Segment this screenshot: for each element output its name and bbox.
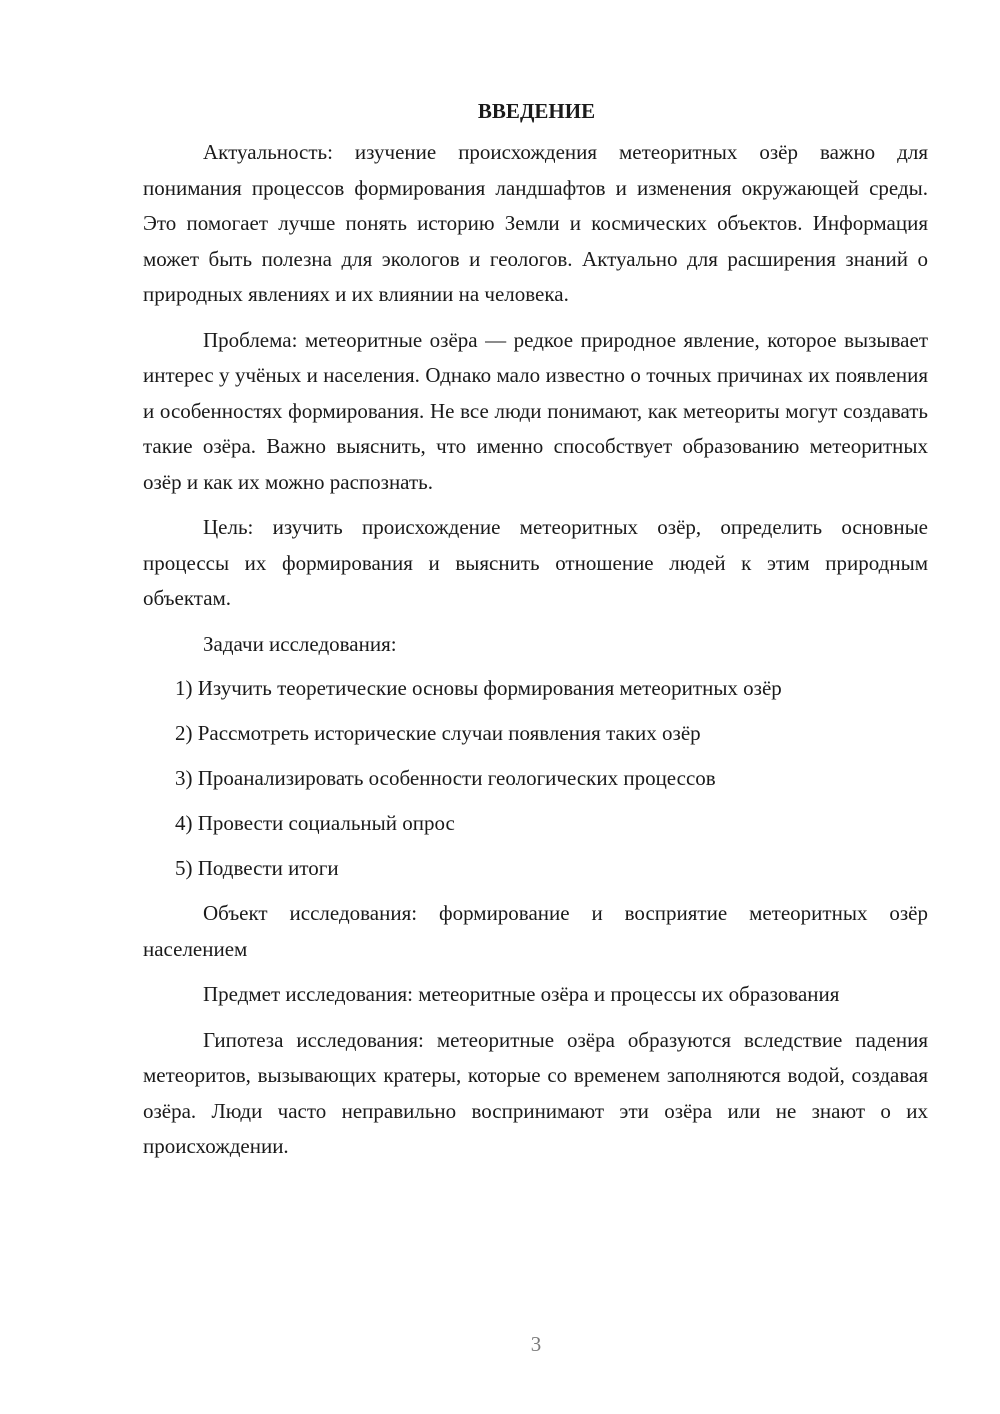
subject-paragraph: Предмет исследования: метеоритные озёра и процессы их образования <box>203 982 840 1006</box>
task-list <box>143 671 928 887</box>
goal-paragraph: Цель: изучить происхождение метеоритных озёр, определить основные процессы их формирования и выяснить отношение людей к этим природным объектам. <box>143 515 928 610</box>
task-item-4: 4) Провести социальный опрос <box>175 811 455 835</box>
section-heading: ВВЕДЕНИЕ <box>477 99 596 123</box>
page-number: 3 <box>530 1332 542 1356</box>
problem-paragraph: Проблема: метеоритные озёра — редкое природное явление, которое вызывает интерес у учёных и населения. Однако мало известно о точных причинах их появления и особенностях формирования. Не все люди понимают, как метеориты могут создавать такие озёра. Важно выяснить, что именно способствует образованию метеоритных озёр и как их можно распознать. <box>143 327 928 494</box>
tasks-title: Задачи исследования: <box>203 631 397 656</box>
task-item-2: 2) Рассмотреть исторические случаи появления таких озёр <box>175 721 701 745</box>
task-item-1: 1) Изучить теоретические основы формирования метеоритных озёр <box>175 676 782 700</box>
object-paragraph: Объект исследования: формирование и восприятие метеоритных озёр населением <box>143 901 928 961</box>
document-page <box>143 95 928 1175</box>
task-item-3: 3) Проанализировать особенности геологических процессов <box>175 766 716 790</box>
hypothesis-paragraph: Гипотеза исследования: метеоритные озёра образуются вследствие падения метеоритов, вызывающих кратеры, которые со временем заполняются водой, создавая озёра. Люди часто неправильно воспринимают эти озёра или не знают о их происхождении. <box>143 1027 928 1158</box>
task-item-5: 5) Подвести итоги <box>175 856 339 880</box>
relevance-paragraph: Актуальность: изучение происхождения метеоритных озёр важно для понимания процессов формирования ландшафтов и изменения окружающей среды. Это помогает лучше понять историю Земли и космических объектов. Информация может быть полезна для экологов и геологов. Актуально для расширения знаний о природных явлениях и их влиянии на человека. <box>143 140 928 306</box>
